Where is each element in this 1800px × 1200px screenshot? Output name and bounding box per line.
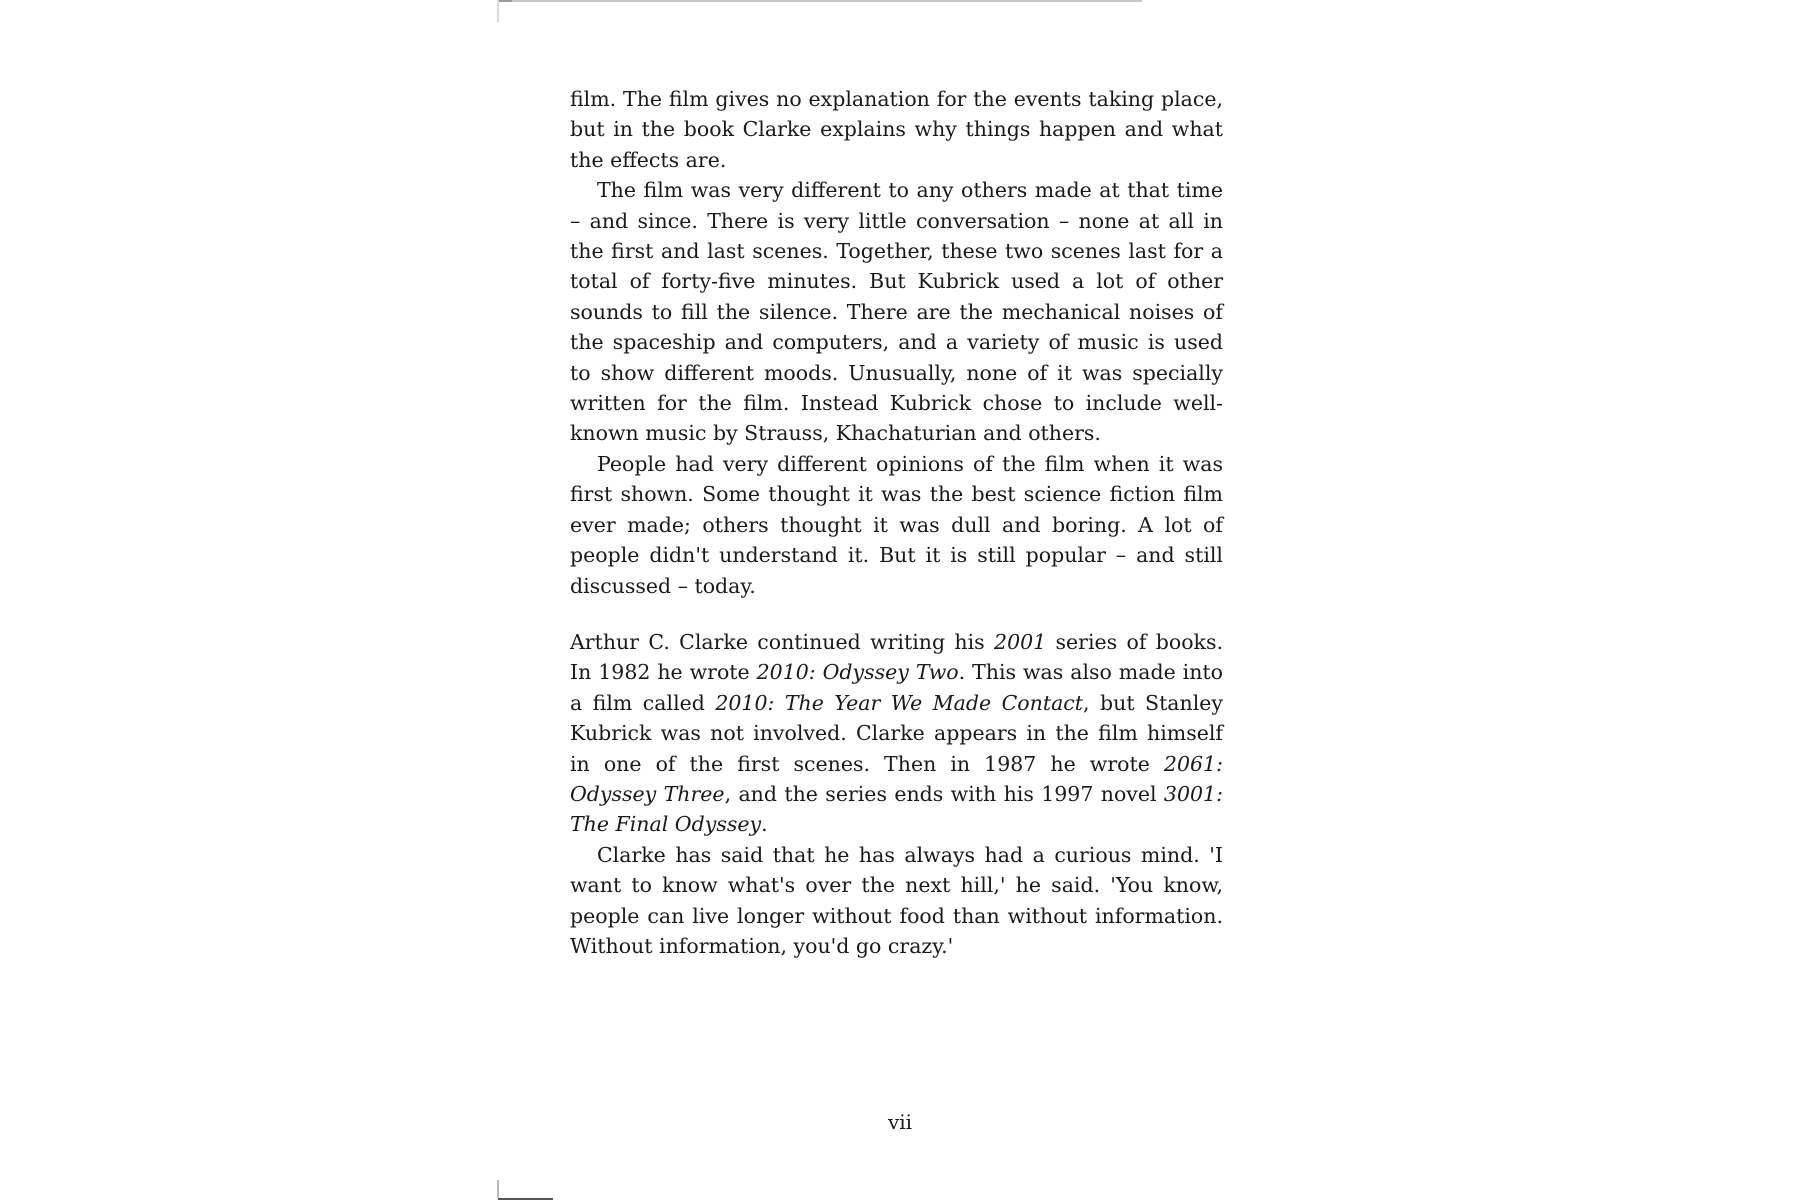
scan-edge-top — [512, 0, 1142, 2]
p4-text-1: Arthur C. Clarke continued writing his — [570, 629, 995, 654]
paragraph-4 — [570, 627, 1223, 840]
book-title-2001: 2001 — [994, 629, 1047, 654]
book-title-2061: 2061: Odyssey Three — [570, 751, 1223, 806]
p4-text-3: . This was also made into a film called — [570, 660, 1223, 715]
paragraph-5: Clarke has said that he has always had a curious mind. 'I want to know what's over the next hill,' he said. 'You know, people can live longer without food than without information. Without information, you'd go crazy.' — [570, 842, 1223, 958]
paragraph-3: People had very different opinions of the film when it was first shown. Some thought it was the best science fiction film ever made; others thought it was dull and boring. A lot of people didn't understand it. But it is still popular – and still discussed – today. — [570, 451, 1223, 598]
book-title-2010: 2010: Odyssey Two — [756, 660, 959, 685]
p4-text-6: . — [761, 812, 768, 837]
paragraph-1: film. The film gives no explanation for the events taking place, but in the book Clarke explains why things happen and what the effects are. — [570, 87, 1223, 172]
body-text — [570, 84, 1223, 961]
scan-edge-left — [497, 0, 499, 22]
p4-text-2: series of books. In 1982 he wrote — [570, 629, 1224, 685]
p4-text-4: , but Stanley Kubrick was not involved. Clarke appears in the film himself in one of the first scenes. Then in 1987 he wrote — [570, 690, 1224, 776]
paragraph-2: The film was very different to any others made at that time – and since. There is very little conversation – none at all in the first and last scenes. Together, these two scenes last for a total of forty-five minutes. But Kubrick used a lot of other sounds to fill the silence. There are the mechanical noises of the spaceship and computers, and a variety of music is used to show different moods. Unusually, none of it was specially written for the film. Instead Kubrick chose to include well-known music by Strauss, Khachaturian and others. — [570, 178, 1223, 446]
book-title-3001: 3001: The Final Odyssey — [570, 781, 1223, 837]
p4-text-5: , and the series ends with his 1997 novel — [724, 781, 1164, 806]
section-break — [570, 601, 1223, 627]
scan-edge-bottom-left — [497, 1180, 499, 1198]
film-title-2010: 2010: The Year We Made Contact — [715, 690, 1084, 715]
page-number: vii — [887, 1110, 913, 1134]
